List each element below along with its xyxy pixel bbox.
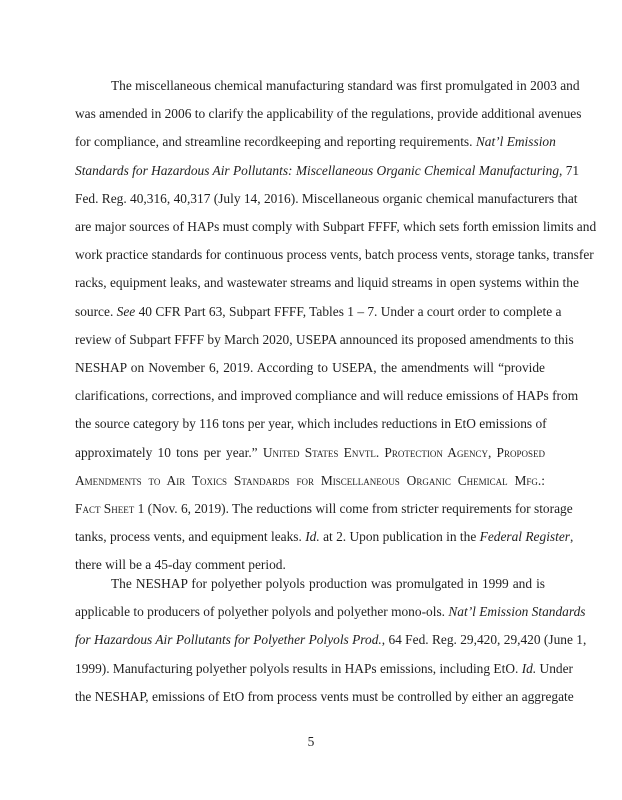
signal-italic: See: [116, 303, 136, 319]
text-line: work practice standards for continuous process vents, batch process vents, storage tanks, transfer: [75, 247, 594, 263]
text-line: 1999). Manufacturing polyether polyols results in HAPs emissions, including EtO. Id. Under: [75, 660, 574, 676]
citation-smallcaps: Fact Sheet: [75, 501, 135, 517]
text-line: Fed. Reg. 40,316, 40,317 (July 14, 2016). Miscellaneous organic chemical manufacturers that: [75, 190, 578, 206]
text-line: applicable to producers of polyether polyols and polyether mono-ols. Nat’l Emission Standards: [75, 604, 586, 620]
text-line: source. See 40 CFR Part 63, Subpart FFFF, Tables 1 – 7. Under a court order to complete a: [75, 303, 562, 319]
text-line: for Hazardous Air Pollutants for Polyether Polyols Prod., 64 Fed. Reg. 29,420, 29,420 (June 1,: [75, 632, 587, 648]
text-line: The miscellaneous chemical manufacturing standard was first promulgated in 2003 and: [111, 78, 580, 93]
text-line: are major sources of HAPs must comply with Subpart FFFF, which sets forth emission limits and: [75, 219, 597, 235]
signal-italic: Id.: [521, 660, 537, 676]
citation-smallcaps: United States Envtl. Protection Agency, Proposed: [262, 444, 545, 460]
citation-smallcaps: Amendments to Air Toxics Standards for Miscellaneous Organic Chemical Mfg.:: [75, 472, 545, 488]
paragraph-misc-chemical: [75, 72, 597, 580]
text-line: for compliance, and streamline recordkeeping and reporting requirements. Nat’l Emission: [75, 134, 556, 150]
citation-italic: Federal Register: [479, 529, 571, 545]
paragraph-polyether-polyols: [75, 570, 587, 711]
text-line: Standards for Hazardous Air Pollutants: Miscellaneous Organic Chemical Manufacturing, 71: [75, 162, 580, 178]
page-number: 5: [307, 734, 315, 749]
text-line: tanks, process vents, and equipment leaks. Id. at 2. Upon publication in the Federal Register,: [75, 529, 574, 545]
citation-italic: Standards for Hazardous Air Pollutants: Miscellaneous Organic Chemical Manufacturing: [75, 162, 560, 178]
text-line: Fact Sheet 1 (Nov. 6, 2019). The reductions will come from stricter requirements for storage: [75, 501, 573, 517]
text-line: approximately 10 tons per year.” United States Envtl. Protection Agency, Proposed: [75, 444, 545, 460]
text-line: the NESHAP, emissions of EtO from process vents must be controlled by either an aggregate: [75, 688, 574, 704]
text-line: racks, equipment leaks, and wastewater streams and liquid streams in open systems within the: [75, 275, 579, 291]
text-line: there will be a 45-day comment period.: [75, 557, 286, 573]
text-line: was amended in 2006 to clarify the applicability of the regulations, provide additional avenues: [75, 106, 582, 122]
citation-italic: Nat’l Emission: [475, 134, 556, 150]
signal-italic: Id.: [305, 529, 320, 545]
text-line: The NESHAP for polyether polyols production was promulgated in 1999 and is: [111, 576, 545, 591]
text-line: [75, 467, 545, 495]
text-line: clarifications, corrections, and improved compliance and will reduce emissions of HAPs from: [75, 388, 579, 404]
text-line: NESHAP on November 6, 2019. According to USEPA, the amendments will “provide: [75, 360, 545, 376]
citation-italic: for Hazardous Air Pollutants for Polyether Polyols Prod.: [75, 632, 382, 648]
text-line: the source category by 116 tons per year, which includes reductions in EtO emissions of: [75, 416, 547, 432]
text-line: review of Subpart FFFF by March 2020, USEPA announced its proposed amendments to this: [75, 331, 574, 347]
citation-italic: Nat’l Emission Standards: [448, 604, 586, 620]
